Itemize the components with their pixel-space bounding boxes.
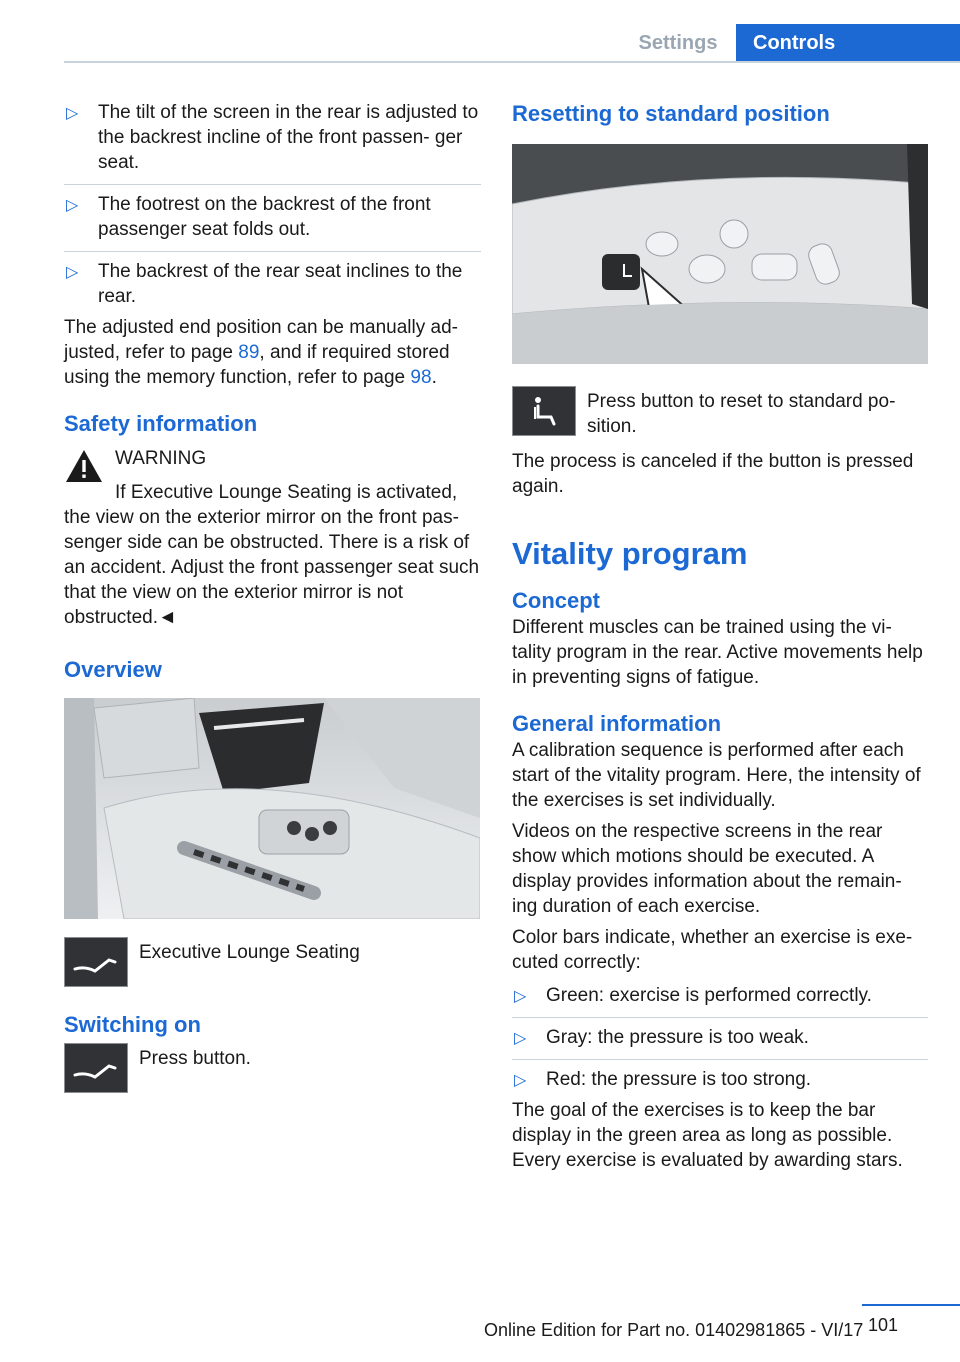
right-column [512,100,928,1179]
goal-paragraph: The goal of the exercises is to keep the bar display in the green area as long as possible. Every exercise is evaluated by awarding stars. [512,1100,903,1171]
warning-first-line: If Executive Lounge Seating is activated, [115,482,458,503]
left-column [64,100,481,1093]
triangle-bullet-icon: ▷ [514,988,527,1005]
executive-lounge-button-icon [64,1043,128,1093]
concept-paragraph: Different muscles can be trained using the vi‐ tality program in the rear. Active movements help in preventing signs of fatigue. [512,617,923,688]
executive-lounge-row [64,937,481,987]
warning-triangle-icon [64,448,104,484]
header-chapter-tab: Controls [736,24,960,62]
adjust-paragraph: The adjusted end position can be manually ad‐ justed, refer to page 89, and if required stored using the memory function, refer to page 98. [64,317,458,388]
switching-on-text: Press button. [139,1048,251,1069]
safety-heading: Safety information [64,411,258,436]
page-number: 101 [867,1315,898,1335]
triangle-bullet-icon: ▷ [514,1072,527,1089]
reset-seat-button-icon [512,386,576,436]
seat-controls-illustration [512,144,928,364]
general-info-heading: General information [512,711,722,736]
page-link-89[interactable]: 89 [238,342,260,363]
list-item: ▷ Green: exercise is performed correctly. [512,983,928,1008]
footer-edition: Online Edition for Part no. 01402981865 - VI/17 [484,1320,864,1340]
header-section-tab: Settings [638,32,718,54]
general-paragraph-2: Videos on the respective screens in the rear show which motions should be executed. A display provides information about the remain‐ ing duration of each exercise. [512,821,902,917]
warning-block [64,446,481,505]
warning-label: WARNING [115,448,207,469]
door-panel-photo [64,698,480,919]
vitality-heading: Vitality program [512,536,748,571]
triangle-bullet-icon: ▷ [514,1030,527,1047]
header-rule [64,61,960,63]
concept-heading: Concept [512,588,600,613]
general-paragraph-1: A calibration sequence is performed after each start of the vitality program. Here, the intensity of the exercises is set individually. [512,740,921,811]
page-link-98[interactable]: 98 [410,367,432,388]
triangle-bullet-icon: ▷ [66,197,79,214]
list-item: ▷ The tilt of the screen in the rear is adjusted to the backrest incline of the front passen‐ ger seat. [66,102,479,173]
list-item: ▷ The footrest on the backrest of the front passenger seat folds out. [64,184,481,242]
warning-text: the view on the exterior mirror on the front pas‐ senger side can be obstructed. There is a risk of an accident. Adjust the front passenger seat such that the view on the exterior mirror is not obstructed.◄ [64,507,480,628]
triangle-bullet-icon: ▷ [66,264,79,281]
reset-row [512,386,928,439]
overview-heading: Overview [64,657,162,682]
executive-lounge-button-icon [64,937,128,987]
general-paragraph-3: Color bars indicate, whether an exercise is exe‐ cuted correctly: [512,927,913,973]
executive-lounge-caption: Executive Lounge Seating [139,942,360,963]
list-item: ▷ Gray: the pressure is too weak. [512,1017,928,1050]
cancel-paragraph: The process is canceled if the button is pressed again. [512,451,914,497]
switching-on-heading: Switching on [64,1012,201,1037]
triangle-bullet-icon: ▷ [66,105,79,122]
seat-controls-photo [512,144,928,364]
list-item: ▷ The backrest of the rear seat inclines to the rear. [64,251,481,309]
reset-heading: Resetting to standard position [512,101,830,126]
list-item: ▷ Red: the pressure is too strong. [512,1059,928,1092]
footer-rule [862,1304,960,1306]
reset-instruction: Press button to reset to standard po‐ sition. [587,391,896,437]
door-panel-illustration [64,698,480,919]
switching-on-row [64,1043,481,1093]
